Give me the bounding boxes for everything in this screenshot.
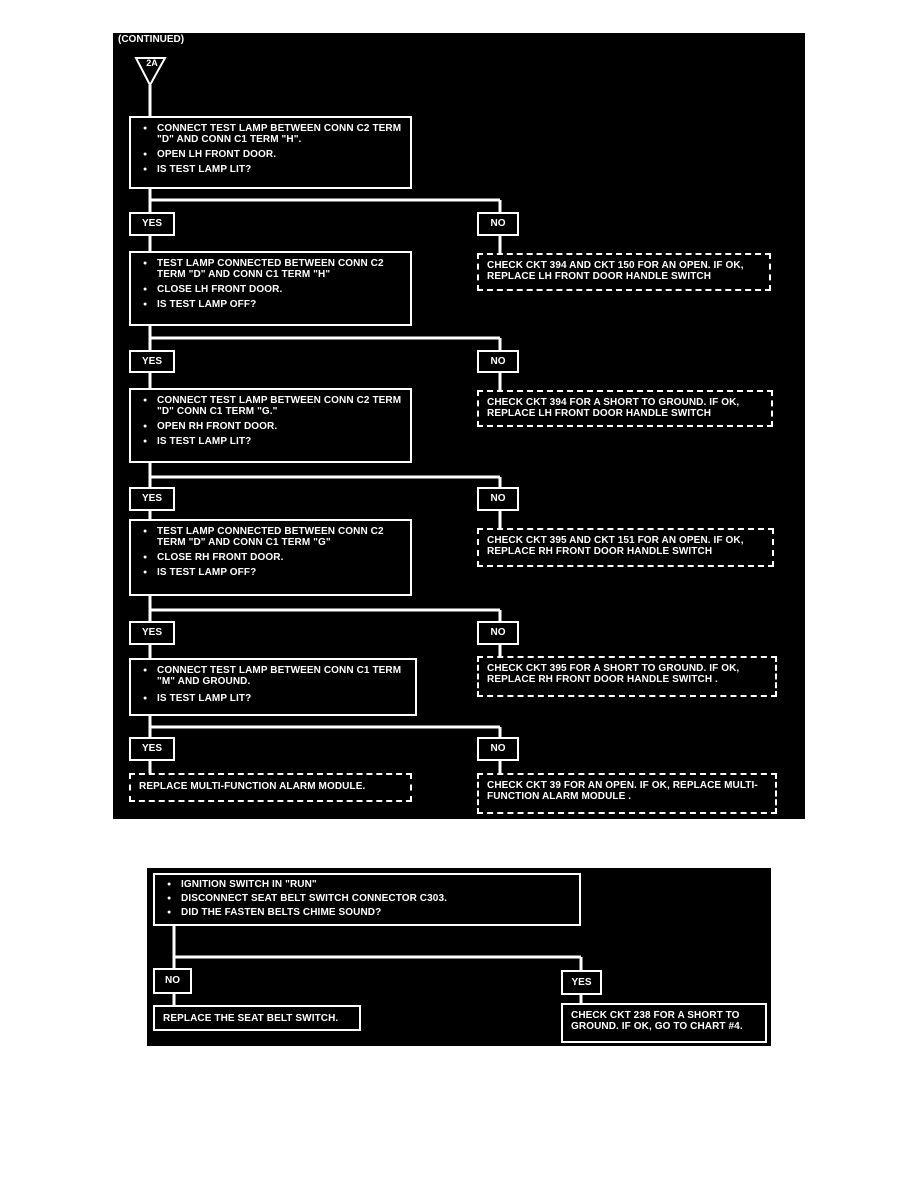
step-2-item: ● IS TEST LAMP OFF? (139, 299, 402, 310)
step-2-yes: YES (129, 350, 175, 373)
step-3-no: NO (477, 487, 519, 511)
step-1-no: NO (477, 212, 519, 236)
chart2-item: ● DISCONNECT SEAT BELT SWITCH CONNECTOR C303. (163, 893, 571, 904)
step-4-question (129, 519, 412, 596)
step-4-item: ● IS TEST LAMP OFF? (139, 567, 402, 578)
chart2-item: ● IGNITION SWITCH IN "RUN" (163, 879, 571, 890)
step-5-no-action: CHECK CKT 39 FOR AN OPEN. IF OK, REPLACE MULTI-FUNCTION ALARM MODULE . (477, 773, 777, 814)
step-1-yes: YES (129, 212, 175, 236)
step-5-no: NO (477, 737, 519, 761)
step-3-item: ● OPEN RH FRONT DOOR. (139, 421, 402, 432)
step-2-question (129, 251, 412, 326)
chart2-no: NO (153, 968, 192, 994)
step-4-yes: YES (129, 621, 175, 645)
step-3-yes: YES (129, 487, 175, 511)
continued-label: (CONTINUED) (118, 34, 185, 45)
step-2-no: NO (477, 350, 519, 373)
step-2-item: ● CLOSE LH FRONT DOOR. (139, 284, 402, 295)
step-1-item: ● OPEN LH FRONT DOOR. (139, 149, 402, 160)
chart2-no-action: REPLACE THE SEAT BELT SWITCH. (153, 1005, 361, 1031)
step-2-no-action: CHECK CKT 394 FOR A SHORT TO GROUND. IF OK, REPLACE LH FRONT DOOR HANDLE SWITCH (477, 390, 773, 427)
chart2-question (153, 873, 581, 926)
chart2-item: ● DID THE FASTEN BELTS CHIME SOUND? (163, 907, 571, 918)
chart2-yes: YES (561, 970, 602, 995)
step-1-item: ● IS TEST LAMP LIT? (139, 164, 402, 175)
step-3-question (129, 388, 412, 463)
step-2-item: ● TEST LAMP CONNECTED BETWEEN CONN C2 TERM "D" AND CONN C1 TERM "H" (139, 258, 402, 280)
step-4-item: ● CLOSE RH FRONT DOOR. (139, 552, 402, 563)
chart2-yes-action: CHECK CKT 238 FOR A SHORT TO GROUND. IF OK, GO TO CHART #4. (561, 1003, 767, 1043)
step-5-yes: YES (129, 737, 175, 761)
step-4-no-action: CHECK CKT 395 FOR A SHORT TO GROUND. IF OK, REPLACE RH FRONT DOOR HANDLE SWITCH . (477, 656, 777, 697)
step-5-item: ● CONNECT TEST LAMP BETWEEN CONN C1 TERM "M" AND GROUND. (139, 665, 407, 687)
step-3-item: ● IS TEST LAMP LIT? (139, 436, 402, 447)
step-3-no-action: CHECK CKT 395 AND CKT 151 FOR AN OPEN. IF OK, REPLACE RH FRONT DOOR HANDLE SWITCH (477, 528, 774, 567)
step-5-question (129, 658, 417, 716)
connector-2a-label: 2A (146, 58, 158, 68)
step-1-item: ● CONNECT TEST LAMP BETWEEN CONN C2 TERM "D" AND CONN C1 TERM "H". (139, 123, 402, 145)
step-1-no-action: CHECK CKT 394 AND CKT 150 FOR AN OPEN. IF OK, REPLACE LH FRONT DOOR HANDLE SWITCH (477, 253, 771, 291)
step-4-no: NO (477, 621, 519, 645)
step-4-item: ● TEST LAMP CONNECTED BETWEEN CONN C2 TERM "D" AND CONN C1 TERM "G" (139, 526, 402, 548)
step-1-question (129, 116, 412, 189)
step-5-item: ● IS TEST LAMP LIT? (139, 693, 407, 704)
step-3-item: ● CONNECT TEST LAMP BETWEEN CONN C2 TERM "D" CONN C1 TERM "G." (139, 395, 402, 417)
step-5-yes-action: REPLACE MULTI-FUNCTION ALARM MODULE. (129, 773, 412, 802)
